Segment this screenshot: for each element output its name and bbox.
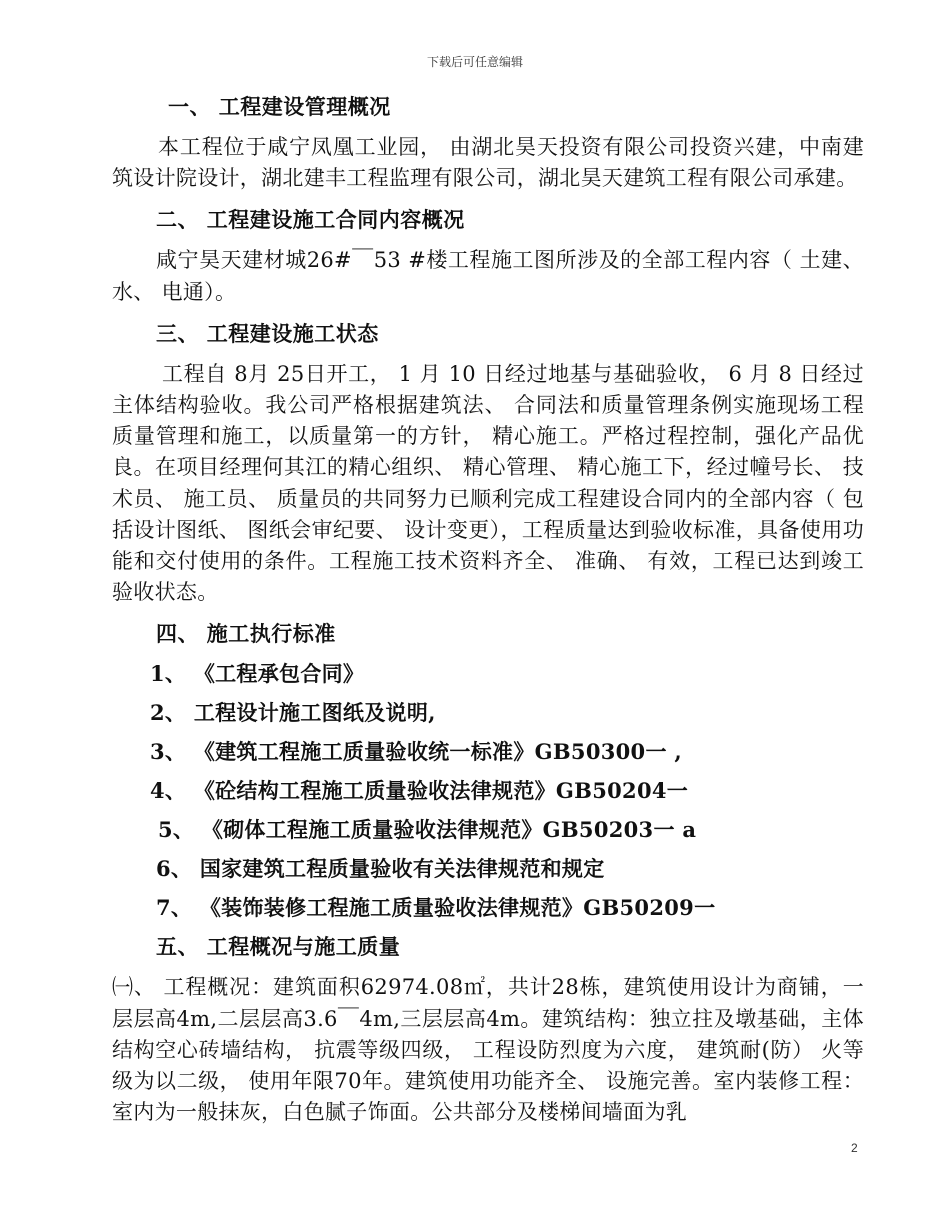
standard-item-4: 4、 《砼结构工程施工质量验收法律规范》GB50204一: [150, 778, 689, 804]
page-header-note: 下载后可任意编辑: [426, 55, 523, 69]
standard-item-1: 1、 《工程承包合同》: [150, 661, 365, 687]
section-3-heading: 三、 工程建设施工状态: [156, 320, 379, 346]
section-5-paragraph: ㈠、 工程概况：建筑面积62974.08㎡，共计28栋，建筑使用设计为商铺，一层层高4m,二层层高3.6￣4m,三层层高4m。建筑结构：独立拄及墩基础，主体结构空心砖墙结构， 抗震等级四级， 工程设防烈度为六度， 建筑耐(防） 火等级为以二级， 使用年限70年。建筑使用功能齐全、 设施完善。室内装修工程：室内为一般抹灰，白色腻子饰面。公共部分及楼梯间墙面为乳: [112, 975, 864, 1125]
section-1-paragraph: 本工程位于咸宁凤凰工业园， 由湖北昊天投资有限公司投资兴建，中南建筑设计院设计，湖北建丰工程监理有限公司，湖北昊天建筑工程有限公司承建。: [112, 135, 864, 191]
standard-item-2: 2、 工程设计施工图纸及说明,: [150, 700, 436, 726]
standard-item-7: 7、 《装饰装修工程施工质量验收法律规范》GB50209一: [156, 895, 716, 921]
standard-item-6: 6、 国家建筑工程质量验收有关法律规范和规定: [156, 856, 605, 882]
section-5-heading: 五、 工程概况与施工质量: [156, 934, 401, 960]
section-3-paragraph: 工程自 8月 25日开工， 1 月 10 日经过地基与基础验收， 6 月 8 日经过主体结构验收。我公司严格根据建筑法、 合同法和质量管理条例实施现场工程质量管理和施工，以质量第一的方针， 精心施工。严格过程控制，强化产品优良。在项目经理何其江的精心组织、 精心管理、 精心施工下，经过幢号长、 技术员、 施工员、 质量员的共同努力已顺利完成工程建设合同内的全部内容（ 包括设计图纸、 图纸会审纪要、 设计变更），工程质量达到验收标准，具备使用功能和交付使用的条件。工程施工技术资料齐全、 准确、 有效，工程已达到竣工验收状态。: [112, 361, 864, 605]
section-4-heading: 四、 施工执行标准: [156, 621, 336, 647]
section-1-heading: 一、 工程建设管理概况: [168, 94, 391, 119]
standard-item-5: 5、 《砌体工程施工质量验收法律规范》GB50203一 a: [158, 817, 697, 843]
section-2-heading: 二、 工程建设施工合同内容概况: [156, 207, 465, 233]
section-2-paragraph: 咸宁昊天建材城26#￣53 #楼工程施工图所涉及的全部工程内容（ 土建、 水、 电通）。: [112, 248, 864, 304]
standard-item-3: 3、 《建筑工程施工质量验收统一标准》GB50300一 ,: [150, 739, 682, 765]
page-number: 2: [851, 1141, 858, 1155]
document-body: [112, 92, 864, 1139]
